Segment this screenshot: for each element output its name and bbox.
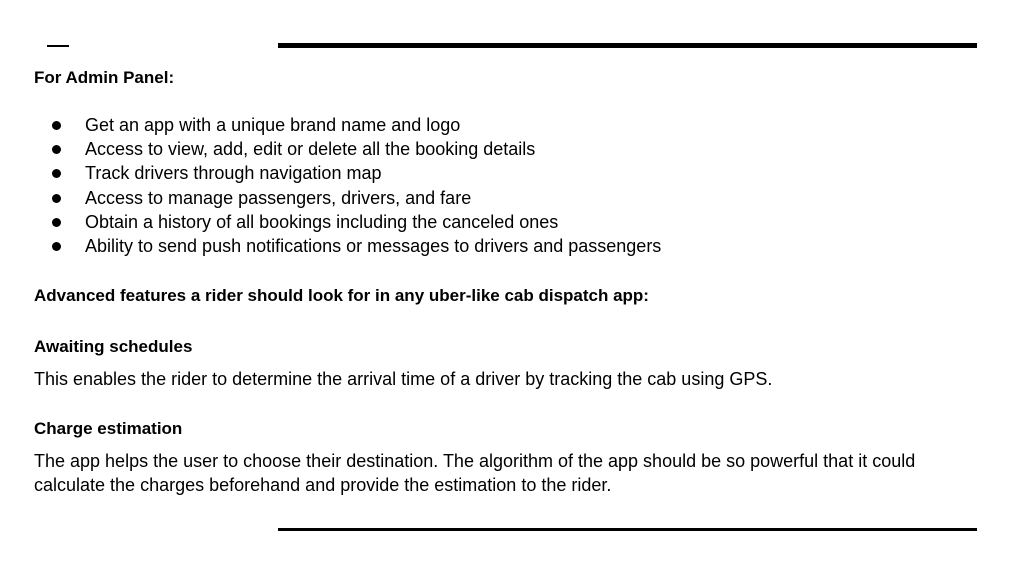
list-item-text: Obtain a history of all bookings including the canceled ones xyxy=(85,211,559,232)
header-dash xyxy=(47,45,69,47)
charge-estimation-heading: Charge estimation xyxy=(34,419,183,438)
list-item-text: Access to view, add, edit or delete all the booking details xyxy=(85,139,536,160)
list-item-text: Access to manage passengers, drivers, and fare xyxy=(85,187,472,208)
admin-panel-heading: For Admin Panel: xyxy=(34,68,175,87)
bullet-icon xyxy=(52,145,61,154)
list-item-text: Track drivers through navigation map xyxy=(85,163,382,184)
bullet-icon xyxy=(52,169,61,178)
list-item-text: Ability to send push notifications or messages to drivers and passengers xyxy=(85,235,662,256)
list-item-text: Get an app with a unique brand name and logo xyxy=(85,115,461,135)
bottom-divider xyxy=(278,528,977,531)
bullet-icon xyxy=(52,242,61,251)
advanced-features-heading: Advanced features a rider should look for in any uber-like cab dispatch app: xyxy=(34,286,649,305)
bullet-icon xyxy=(52,218,61,227)
top-divider xyxy=(278,43,977,48)
charge-estimation-body: The app helps the user to choose their destination. The algorithm of the app should be so powerful that it could calculate the charges beforehand and provide the estimation to the rider. xyxy=(34,451,916,495)
awaiting-schedules-heading: Awaiting schedules xyxy=(34,337,193,356)
awaiting-schedules-body: This enables the rider to determine the arrival time of a driver by tracking the cab using GPS. xyxy=(34,369,773,389)
bullet-icon xyxy=(52,194,61,203)
bullet-icon xyxy=(52,121,61,130)
